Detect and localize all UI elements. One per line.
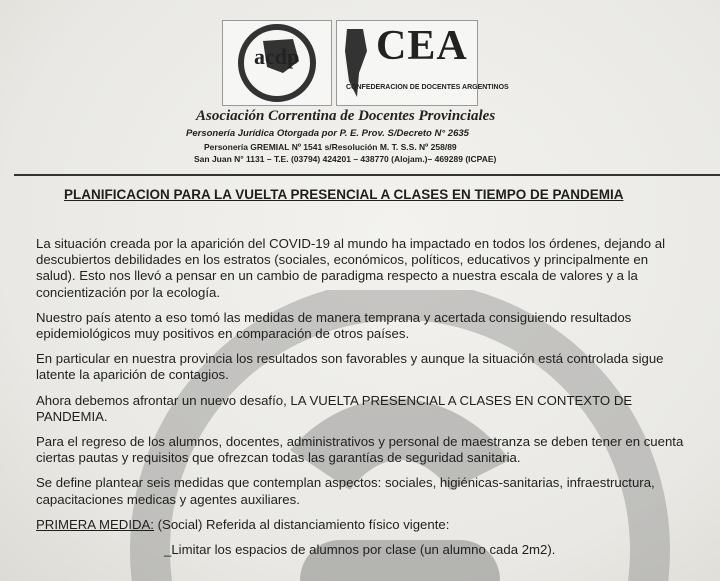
first-measure: [36, 517, 686, 533]
acdp-letters: acdp: [254, 44, 300, 69]
address-line: San Juan N° 1131 – T.E. (03794) 424201 – 438770 (Alojam.)– 469289 (ICPAE): [194, 154, 497, 164]
paragraph-3: En particular en nuestra provincia los resultados son favorables y aunque la situación está controlada sigue latente la aparición de contagios.: [36, 351, 664, 383]
paragraph-2: Nuestro país atento a eso tomó las medidas de manera temprana y acertada consiguiendo resultados epidemiológicos muy positivos en comparación de otros países.: [36, 309, 632, 342]
document-title: PLANIFICACION PARA LA VUELTA PRESENCIAL A CLASES EN TIEMPO DE PANDEMIA: [64, 187, 624, 202]
first-measure-text: (Social) Referida al distanciamiento físico vigente:: [153, 516, 450, 532]
cea-logo-subtitle: CONFEDERACION DE DOCENTES ARGENTINOS: [346, 84, 509, 91]
argentina-map-icon: [337, 21, 377, 105]
paragraph-6: Se define plantear seis medidas que contemplan aspectos: sociales, higiénicas-sanitarias, infraestructura, capacitaciones medicas y agentes auxiliares.: [36, 475, 655, 507]
first-measure-bullet: _Limitar los espacios de alumnos por clase (un alumno cada 2m2).: [164, 542, 556, 558]
paragraph-1: La situación creada por la aparición del COVID-19 al mundo ha impactado en todos los órdenes, dejando al descubiertos debilidades en los estratos (sociales, económicos, políticos, educativos y principalmente en salud). Esto nos llevó a pensar en un cambio de paradigma respecto a nuestra escala de valores y a la concientización por la ecología.: [36, 236, 665, 300]
legal-line-2: Personería GREMIAL Nº 1541 s/Resolución M. T. S.S. Nº 258/89: [204, 142, 457, 152]
paragraph-5: Para el regreso de los alumnos, docentes, administrativos y personal de maestranza se deben tener en cuenta ciertas pautas y requisitos que ofrezcan todas las garantías de seguridad sanitaria.: [36, 434, 684, 466]
paragraph-4: Ahora debemos afrontar un nuevo desafío, LA VUELTA PRESENCIAL A CLASES EN CONTEXTO DE PANDEMIA.: [36, 392, 633, 424]
header-divider: [14, 174, 720, 176]
document-body: [36, 236, 686, 567]
legal-line-1: Personería Jurídica Otorgada por P. E. Prov. S/Decreto N° 2635: [186, 128, 469, 139]
organization-name: Asociación Correntina de Docentes Provinciales: [196, 108, 496, 124]
cea-logo-text: CEA: [376, 23, 468, 69]
first-measure-label: PRIMERA MEDIDA:: [36, 516, 154, 532]
